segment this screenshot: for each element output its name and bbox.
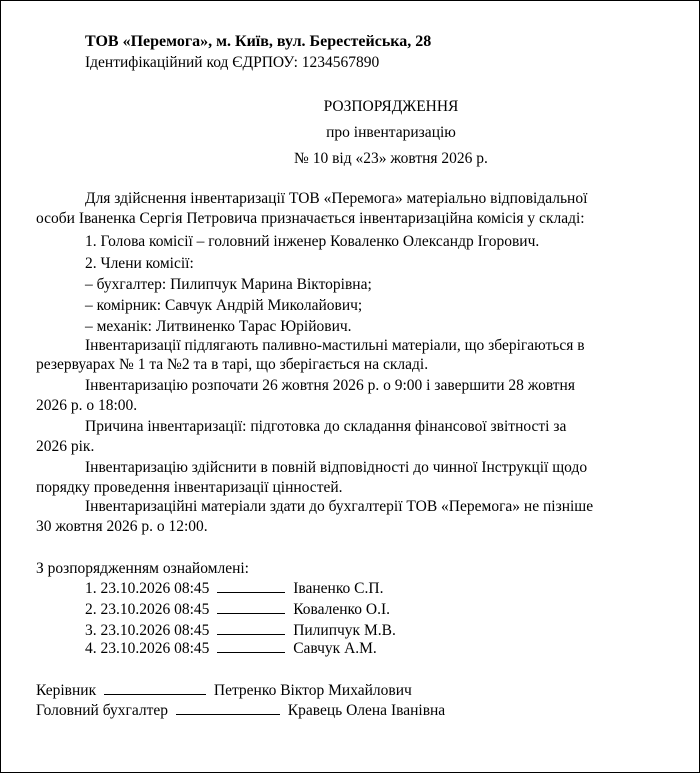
row-number: 3.	[85, 622, 97, 639]
commission-head-line: 1. Голова комісії – головний інженер Коваленко Олександр Ігорович.	[85, 233, 540, 250]
director-label: Керівник	[36, 682, 97, 699]
signature-line	[217, 592, 285, 593]
row-datetime: 23.10.2026 08:45	[100, 640, 210, 657]
paragraph-4-line-2: 2026 рік.	[36, 438, 95, 455]
director-signature-blank	[104, 694, 206, 695]
paragraph-1-line-1-text: Для здійснення інвентаризації ТОВ «Перемога» матеріально відповідальної	[85, 190, 588, 207]
paragraph-2-line-2: резервуарах № 1 та №2 та в тарі, що зберігається на складі.	[36, 356, 429, 373]
member-mechanic: – механік: Литвиненко Тарас Юрійович.	[85, 318, 352, 335]
member-storekeeper: – комірник: Савчук Андрій Миколайович;	[85, 297, 363, 314]
member-accountant: – бухгалтер: Пилипчук Марина Вікторівна;	[85, 276, 372, 293]
paragraph-1-line-2: особи Іваненка Сергія Петровича призначається інвентаризаційна комісія у складі:	[36, 210, 585, 227]
paragraph-5-line-2: порядку проведення інвентаризації цінностей.	[36, 479, 343, 496]
acknowledgment-row	[85, 641, 377, 657]
paragraph-1-line-1	[85, 191, 661, 207]
accountant-name: Кравець Олена Іванівна	[287, 702, 446, 719]
row-name: Савчук А.М.	[293, 640, 377, 657]
row-number: 1.	[85, 580, 97, 597]
signature-line	[217, 634, 285, 635]
row-datetime: 23.10.2026 08:45	[100, 622, 210, 639]
signature-line	[217, 613, 285, 614]
row-datetime: 23.10.2026 08:45	[100, 601, 210, 618]
document-subject: про інвентаризацію	[326, 124, 456, 141]
edrpou-code-line: Ідентифікаційний код ЄДРПОУ: 1234567890	[85, 54, 380, 71]
paragraph-6-line-2: 30 жовтня 2026 р. о 12:00.	[36, 518, 208, 535]
paragraph-3-line-2: 2026 р. о 18:00.	[36, 397, 138, 414]
accountant-signature-line	[36, 703, 445, 719]
row-number: 2.	[85, 601, 97, 618]
director-name: Петренко Віктор Михайлович	[213, 682, 412, 699]
accountant-label: Головний бухгалтер	[36, 702, 169, 719]
organization-line: ТОВ «Перемога», м. Київ, вул. Берестейська, 28	[85, 33, 432, 50]
document-type-title: РОЗПОРЯДЖЕННЯ	[323, 98, 459, 115]
document-number-date: № 10 від «23» жовтня 2026 р.	[294, 150, 488, 167]
director-signature-line	[36, 683, 412, 699]
accountant-signature-blank	[176, 714, 280, 715]
row-name: Пилипчук М.В.	[293, 622, 396, 639]
row-name: Іваненко С.П.	[293, 580, 384, 597]
acknowledgment-row	[85, 623, 396, 639]
paragraph-4-line-1: Причина інвентаризації: підготовка до складання фінансової звітності за	[85, 418, 567, 435]
acknowledgment-row	[85, 602, 390, 618]
acknowledgment-row	[85, 581, 383, 597]
commission-members-title: 2. Члени комісії:	[85, 255, 194, 272]
paragraph-2-line-1: Інвентаризації підлягають паливно-мастильні матеріали, що зберігаються в	[85, 337, 585, 354]
acknowledgment-title: З розпорядженням ознайомлені:	[36, 560, 249, 577]
signature-line	[217, 652, 285, 653]
paragraph-6-line-1: Інвентаризаційні матеріали здати до бухгалтерії ТОВ «Перемога» не пізніше	[85, 498, 594, 515]
paragraph-5-line-1: Інвентаризацію здійснити в повній відповідності до чинної Інструкції щодо	[85, 459, 588, 476]
row-number: 4.	[85, 640, 97, 657]
paragraph-3-line-1: Інвентаризацію розпочати 26 жовтня 2026 р. о 9:00 і завершити 28 жовтня	[85, 377, 575, 394]
row-name: Коваленко О.І.	[293, 601, 391, 618]
row-datetime: 23.10.2026 08:45	[100, 580, 210, 597]
